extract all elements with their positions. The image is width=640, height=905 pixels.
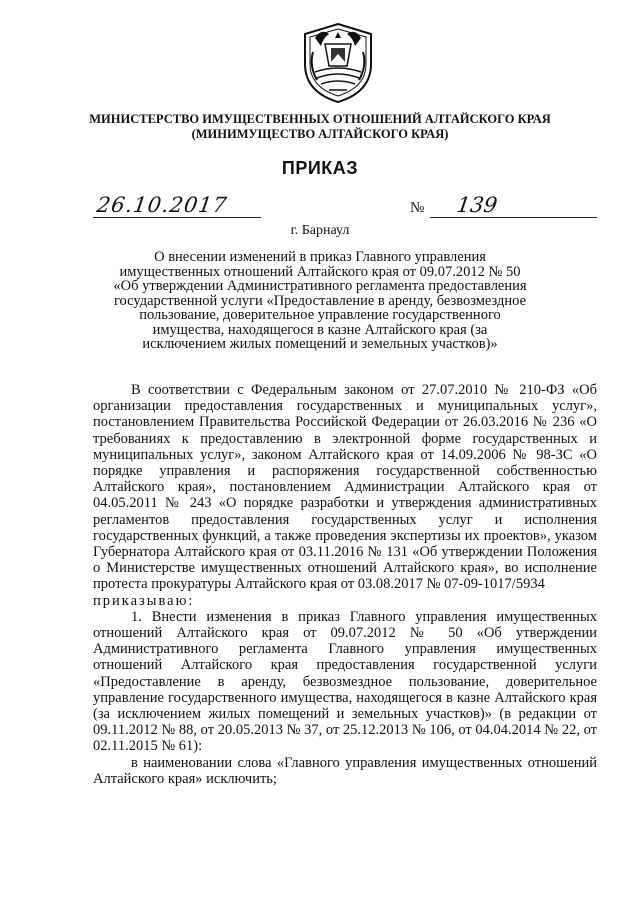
item-1-paragraph: 1. Внести изменения в приказ Главного управления имущественных отношений Алтайского края от 09.07.2012 № 50 «Об утверждении Административного регламента Главного управления имущественных отношений Алтайского края предоставления государственной услуги «Предоставление в аренду, безвозмездное пользование, доверительное управление государственного имущества, находящегося в казне Алтайского края (за исключением жилых помещений и земельных участков)» (в редакции от 09.11.2012 № 88, от 20.05.2013 № 37, от 25.12.2013 № 106, от 04.04.2014 № 22, от 02.11.2015 № 61): (93, 608, 597, 755)
ministry-name: МИНИСТЕРСТВО ИМУЩЕСТВЕННЫХ ОТНОШЕНИЙ АЛТАЙСКОГО КРАЯ (89, 112, 551, 126)
number-underline (430, 217, 597, 218)
document-body (93, 382, 597, 787)
date-underline (93, 217, 261, 218)
handwritten-date: 26.10.2017 (95, 193, 229, 217)
handwritten-number: 139 (455, 193, 499, 217)
document-title: О внесении изменений в приказ Главного управления имущественных отношений Алтайского края от 09.07.2012 № 50 «Об утверждении Административного регламента предоставления государственной услуги «Предоставление в аренду, безвозмездное пользование, доверительное управление государственного имущества, находящегося в казне Алтайского края (за исключением жилых помещений и земельных участков)» (113, 249, 527, 352)
coat-of-arms-emblem (301, 22, 375, 104)
number-label: № (410, 200, 425, 216)
ministry-short-name: (МИНИМУЩЕСТВО АЛТАЙСКОГО КРАЯ) (191, 127, 449, 141)
preamble-paragraph: В соответствии с Федеральным законом от 27.07.2010 № 210-ФЗ «Об организации предоставления государственных и муниципальных услуг», постановлением Правительства Российской Федерации от 26.03.2016 № 236 «О требованиях к предоставлению в электронной форме государственных и муниципальных услуг», законом Алтайского края от 14.09.2006 № 98-ЗС «О порядке управления и распоряжения государственной собственностью Алтайского края», постановлением Администрации Алтайского края от 04.05.2011 № 243 «О порядке разработки и утверждения административных регламентов предоставления государственных услуг и исполнения государственных функций, а также проведения экспертизы их проектов», указом Губернатора Алтайского края от 03.11.2016 № 131 «Об утверждении Положения о Министерстве имущественных отношений Алтайского края», во исполнение протеста прокуратуры Алтайского края от 03.08.2017 № 07-09-1017/5934 (93, 382, 597, 593)
order-word: приказываю: (93, 592, 195, 609)
document-type-heading: ПРИКАЗ (281, 158, 359, 178)
city-name: г. Барнаул (290, 223, 350, 238)
item-1-sub-paragraph: в наименовании слова «Главного управления имущественных отношений Алтайского края» исключить; (93, 754, 597, 787)
